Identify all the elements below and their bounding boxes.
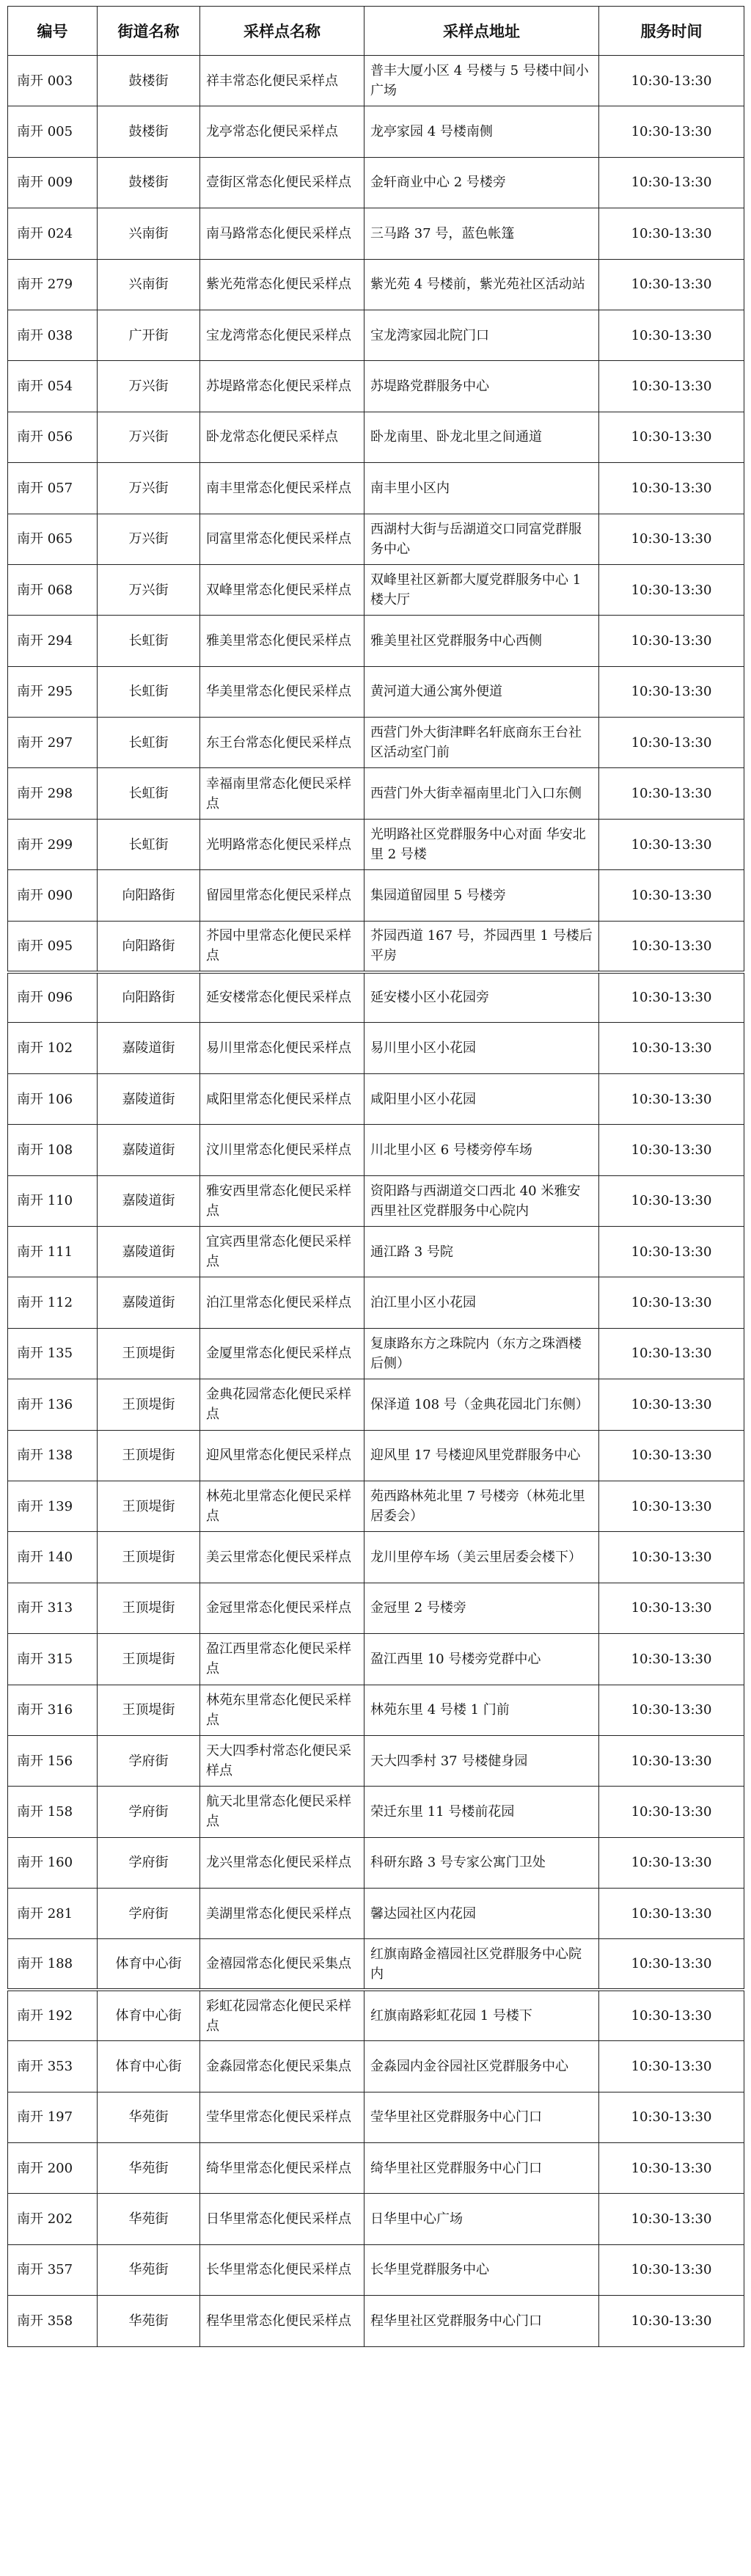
cell-site-name: 林苑北里常态化便民采样点 (200, 1481, 364, 1531)
cell-hours: 10:30-13:30 (599, 361, 744, 412)
cell-address: 日华里中心广场 (364, 2194, 599, 2244)
cell-site-name: 莹华里常态化便民采样点 (200, 2092, 364, 2142)
cell-site-name: 同富里常态化便民采样点 (200, 514, 364, 564)
cell-street: 王顶堤街 (98, 1481, 200, 1531)
cell-address: 资阳路与西湖道交口西北 40 米雅安西里社区党群服务中心院内 (364, 1175, 599, 1226)
cell-street: 嘉陵道街 (98, 1277, 200, 1328)
cell-id: 南开 140 (8, 1532, 98, 1583)
cell-street: 万兴街 (98, 514, 200, 564)
cell-id: 南开 294 (8, 616, 98, 666)
cell-site-name: 宜宾西里常态化便民采样点 (200, 1226, 364, 1277)
cell-id: 南开 108 (8, 1125, 98, 1175)
cell-site-name: 林苑东里常态化便民采样点 (200, 1685, 364, 1735)
cell-address: 宝龙湾家园北院门口 (364, 310, 599, 360)
cell-street: 体育中心街 (98, 2041, 200, 2092)
table-row (8, 1175, 744, 1226)
cell-street: 嘉陵道街 (98, 1073, 200, 1124)
table-row (8, 1583, 744, 1633)
cell-hours: 10:30-13:30 (599, 412, 744, 462)
cell-site-name: 盈江西里常态化便民采样点 (200, 1634, 364, 1685)
cell-hours: 10:30-13:30 (599, 616, 744, 666)
header-hours: 服务时间 (599, 7, 744, 56)
table-row (8, 1379, 744, 1430)
cell-address: 双峰里社区新都大厦党群服务中心 1 楼大厅 (364, 564, 599, 615)
cell-street: 王顶堤街 (98, 1634, 200, 1685)
cell-address: 金冠里 2 号楼旁 (364, 1583, 599, 1633)
cell-hours: 10:30-13:30 (599, 1379, 744, 1430)
cell-id: 南开 313 (8, 1583, 98, 1633)
table-header (8, 7, 744, 56)
cell-hours: 10:30-13:30 (599, 2194, 744, 2244)
cell-hours: 10:30-13:30 (599, 208, 744, 259)
cell-site-name: 祥丰常态化便民采样点 (200, 56, 364, 106)
cell-id: 南开 358 (8, 2296, 98, 2346)
cell-site-name: 光明路常态化便民采样点 (200, 819, 364, 869)
cell-site-name: 双峰里常态化便民采样点 (200, 564, 364, 615)
cell-hours: 10:30-13:30 (599, 2092, 744, 2142)
cell-address: 苏堤路党群服务中心 (364, 361, 599, 412)
cell-street: 王顶堤街 (98, 1685, 200, 1735)
cell-id: 南开 192 (8, 1990, 98, 2040)
table-row (8, 514, 744, 564)
header-id: 编号 (8, 7, 98, 56)
table-row (8, 2194, 744, 2244)
cell-site-name: 迎风里常态化便民采样点 (200, 1430, 364, 1481)
cell-id: 南开 298 (8, 768, 98, 819)
table-row (8, 2244, 744, 2295)
cell-id: 南开 024 (8, 208, 98, 259)
cell-hours: 10:30-13:30 (599, 310, 744, 360)
cell-site-name: 长华里常态化便民采样点 (200, 2244, 364, 2295)
cell-hours: 10:30-13:30 (599, 1685, 744, 1735)
cell-street: 嘉陵道街 (98, 1023, 200, 1073)
cell-street: 王顶堤街 (98, 1583, 200, 1633)
cell-id: 南开 197 (8, 2092, 98, 2142)
table-row (8, 463, 744, 514)
cell-street: 万兴街 (98, 361, 200, 412)
cell-id: 南开 110 (8, 1175, 98, 1226)
cell-site-name: 泊江里常态化便民采样点 (200, 1277, 364, 1328)
cell-hours: 10:30-13:30 (599, 2143, 744, 2194)
cell-hours: 10:30-13:30 (599, 1073, 744, 1124)
cell-hours: 10:30-13:30 (599, 463, 744, 514)
cell-street: 向阳路街 (98, 870, 200, 921)
cell-street: 向阳路街 (98, 972, 200, 1023)
cell-street: 兴南街 (98, 208, 200, 259)
sampling-site-sheet (7, 0, 744, 2347)
cell-site-name: 南马路常态化便民采样点 (200, 208, 364, 259)
cell-site-name: 卧龙常态化便民采样点 (200, 412, 364, 462)
cell-site-name: 紫光苑常态化便民采样点 (200, 259, 364, 310)
cell-hours: 10:30-13:30 (599, 157, 744, 208)
cell-site-name: 美云里常态化便民采样点 (200, 1532, 364, 1583)
cell-street: 向阳路街 (98, 921, 200, 971)
table-row (8, 564, 744, 615)
cell-address: 馨达园社区内花园 (364, 1889, 599, 1939)
cell-hours: 10:30-13:30 (599, 1175, 744, 1226)
cell-id: 南开 111 (8, 1226, 98, 1277)
header-row (8, 7, 744, 56)
cell-address: 西湖村大街与岳湖道交口同富党群服务中心 (364, 514, 599, 564)
cell-hours: 10:30-13:30 (599, 666, 744, 717)
cell-address: 南丰里小区内 (364, 463, 599, 514)
cell-hours: 10:30-13:30 (599, 1023, 744, 1073)
cell-hours: 10:30-13:30 (599, 1328, 744, 1379)
cell-hours: 10:30-13:30 (599, 1939, 744, 1990)
cell-id: 南开 316 (8, 1685, 98, 1735)
cell-street: 鼓楼街 (98, 56, 200, 106)
cell-id: 南开 297 (8, 718, 98, 768)
cell-site-name: 南丰里常态化便民采样点 (200, 463, 364, 514)
cell-id: 南开 202 (8, 2194, 98, 2244)
cell-street: 王顶堤街 (98, 1328, 200, 1379)
cell-address: 绮华里社区党群服务中心门口 (364, 2143, 599, 2194)
cell-street: 长虹街 (98, 768, 200, 819)
cell-street: 嘉陵道街 (98, 1175, 200, 1226)
cell-street: 长虹街 (98, 819, 200, 869)
cell-site-name: 幸福南里常态化便民采样点 (200, 768, 364, 819)
table-row (8, 1073, 744, 1124)
cell-id: 南开 281 (8, 1889, 98, 1939)
cell-hours: 10:30-13:30 (599, 921, 744, 971)
cell-address: 迎风里 17 号楼迎风里党群服务中心 (364, 1430, 599, 1481)
table-row (8, 2092, 744, 2142)
cell-hours: 10:30-13:30 (599, 1583, 744, 1633)
cell-id: 南开 090 (8, 870, 98, 921)
cell-id: 南开 009 (8, 157, 98, 208)
cell-site-name: 金厦里常态化便民采样点 (200, 1328, 364, 1379)
cell-hours: 10:30-13:30 (599, 1430, 744, 1481)
cell-id: 南开 295 (8, 666, 98, 717)
table-row (8, 208, 744, 259)
cell-address: 西营门外大街津畔名轩底商东王台社区活动室门前 (364, 718, 599, 768)
cell-id: 南开 112 (8, 1277, 98, 1328)
cell-street: 万兴街 (98, 564, 200, 615)
table-row (8, 56, 744, 106)
cell-street: 长虹街 (98, 616, 200, 666)
cell-hours: 10:30-13:30 (599, 2296, 744, 2346)
cell-street: 兴南街 (98, 259, 200, 310)
cell-hours: 10:30-13:30 (599, 1837, 744, 1888)
cell-hours: 10:30-13:30 (599, 870, 744, 921)
cell-hours: 10:30-13:30 (599, 1735, 744, 1786)
cell-address: 泊江里小区小花园 (364, 1277, 599, 1328)
cell-id: 南开 102 (8, 1023, 98, 1073)
cell-street: 万兴街 (98, 412, 200, 462)
cell-id: 南开 054 (8, 361, 98, 412)
cell-address: 黄河道大通公寓外便道 (364, 666, 599, 717)
cell-address: 红旗南路金禧园社区党群服务中心院内 (364, 1939, 599, 1990)
table-row (8, 1634, 744, 1685)
table-row (8, 1125, 744, 1175)
cell-hours: 10:30-13:30 (599, 2244, 744, 2295)
cell-hours: 10:30-13:30 (599, 1532, 744, 1583)
table-row (8, 2041, 744, 2092)
cell-street: 王顶堤街 (98, 1379, 200, 1430)
cell-site-name: 雅美里常态化便民采样点 (200, 616, 364, 666)
table-row (8, 616, 744, 666)
cell-address: 光明路社区党群服务中心对面 华安北里 2 号楼 (364, 819, 599, 869)
table-row (8, 1430, 744, 1481)
cell-hours: 10:30-13:30 (599, 2041, 744, 2092)
cell-hours: 10:30-13:30 (599, 1634, 744, 1685)
cell-id: 南开 057 (8, 463, 98, 514)
cell-site-name: 金淼园常态化便民采集点 (200, 2041, 364, 2092)
cell-site-name: 金冠里常态化便民采样点 (200, 1583, 364, 1633)
cell-hours: 10:30-13:30 (599, 972, 744, 1023)
cell-hours: 10:30-13:30 (599, 1889, 744, 1939)
cell-id: 南开 095 (8, 921, 98, 971)
table-row (8, 1532, 744, 1583)
cell-id: 南开 138 (8, 1430, 98, 1481)
cell-id: 南开 299 (8, 819, 98, 869)
cell-hours: 10:30-13:30 (599, 718, 744, 768)
cell-site-name: 汶川里常态化便民采样点 (200, 1125, 364, 1175)
cell-address: 雅美里社区党群服务中心西侧 (364, 616, 599, 666)
cell-address: 卧龙南里、卧龙北里之间通道 (364, 412, 599, 462)
cell-site-name: 程华里常态化便民采样点 (200, 2296, 364, 2346)
cell-street: 华苑街 (98, 2194, 200, 2244)
cell-street: 学府街 (98, 1837, 200, 1888)
cell-id: 南开 038 (8, 310, 98, 360)
cell-hours: 10:30-13:30 (599, 56, 744, 106)
cell-site-name: 壹街区常态化便民采样点 (200, 157, 364, 208)
cell-id: 南开 357 (8, 2244, 98, 2295)
cell-address: 集园道留园里 5 号楼旁 (364, 870, 599, 921)
cell-site-name: 日华里常态化便民采样点 (200, 2194, 364, 2244)
cell-id: 南开 188 (8, 1939, 98, 1990)
cell-id: 南开 135 (8, 1328, 98, 1379)
cell-site-name: 龙兴里常态化便民采样点 (200, 1837, 364, 1888)
table-row (8, 1735, 744, 1786)
cell-id: 南开 068 (8, 564, 98, 615)
cell-address: 天大四季村 37 号楼健身园 (364, 1735, 599, 1786)
cell-hours: 10:30-13:30 (599, 1277, 744, 1328)
cell-address: 保泽道 108 号（金典花园北门东侧） (364, 1379, 599, 1430)
cell-address: 易川里小区小花园 (364, 1023, 599, 1073)
cell-id: 南开 156 (8, 1735, 98, 1786)
cell-id: 南开 056 (8, 412, 98, 462)
table-row (8, 870, 744, 921)
cell-street: 华苑街 (98, 2092, 200, 2142)
cell-address: 通江路 3 号院 (364, 1226, 599, 1277)
cell-site-name: 苏堤路常态化便民采样点 (200, 361, 364, 412)
sampling-site-table (7, 6, 744, 2347)
cell-id: 南开 139 (8, 1481, 98, 1531)
cell-address: 科研东路 3 号专家公寓门卫处 (364, 1837, 599, 1888)
cell-street: 体育中心街 (98, 1990, 200, 2040)
cell-address: 咸阳里小区小花园 (364, 1073, 599, 1124)
cell-site-name: 绮华里常态化便民采样点 (200, 2143, 364, 2194)
cell-site-name: 东王台常态化便民采样点 (200, 718, 364, 768)
cell-street: 华苑街 (98, 2244, 200, 2295)
cell-site-name: 留园里常态化便民采样点 (200, 870, 364, 921)
table-row (8, 1939, 744, 1990)
table-row (8, 768, 744, 819)
cell-site-name: 美湖里常态化便民采样点 (200, 1889, 364, 1939)
cell-id: 南开 200 (8, 2143, 98, 2194)
cell-address: 紫光苑 4 号楼前，紫光苑社区活动站 (364, 259, 599, 310)
table-row (8, 412, 744, 462)
table-row (8, 1277, 744, 1328)
cell-street: 嘉陵道街 (98, 1226, 200, 1277)
cell-address: 川北里小区 6 号楼旁停车场 (364, 1125, 599, 1175)
cell-address: 莹华里社区党群服务中心门口 (364, 2092, 599, 2142)
cell-site-name: 龙亭常态化便民采样点 (200, 106, 364, 157)
table-row (8, 666, 744, 717)
header-site-name: 采样点名称 (200, 7, 364, 56)
cell-street: 鼓楼街 (98, 157, 200, 208)
cell-hours: 10:30-13:30 (599, 768, 744, 819)
cell-street: 万兴街 (98, 463, 200, 514)
cell-site-name: 易川里常态化便民采样点 (200, 1023, 364, 1073)
cell-address: 林苑东里 4 号楼 1 门前 (364, 1685, 599, 1735)
cell-street: 鼓楼街 (98, 106, 200, 157)
cell-address: 金轩商业中心 2 号楼旁 (364, 157, 599, 208)
cell-hours: 10:30-13:30 (599, 259, 744, 310)
cell-street: 学府街 (98, 1889, 200, 1939)
cell-address: 龙川里停车场（美云里居委会楼下） (364, 1532, 599, 1583)
cell-id: 南开 096 (8, 972, 98, 1023)
cell-address: 普丰大厦小区 4 号楼与 5 号楼中间小广场 (364, 56, 599, 106)
cell-street: 长虹街 (98, 718, 200, 768)
table-row (8, 1889, 744, 1939)
cell-address: 龙亭家园 4 号楼南侧 (364, 106, 599, 157)
cell-hours: 10:30-13:30 (599, 1125, 744, 1175)
cell-street: 华苑街 (98, 2296, 200, 2346)
cell-site-name: 宝龙湾常态化便民采样点 (200, 310, 364, 360)
cell-address: 金淼园内金谷园社区党群服务中心 (364, 2041, 599, 2092)
cell-address: 芥园西道 167 号，芥园西里 1 号楼后平房 (364, 921, 599, 971)
cell-hours: 10:30-13:30 (599, 1481, 744, 1531)
cell-site-name: 金典花园常态化便民采样点 (200, 1379, 364, 1430)
cell-street: 王顶堤街 (98, 1430, 200, 1481)
table-row (8, 310, 744, 360)
table-row (8, 972, 744, 1023)
table-row (8, 1226, 744, 1277)
table-row (8, 1787, 744, 1837)
cell-site-name: 天大四季村常态化便民采样点 (200, 1735, 364, 1786)
table-row (8, 1837, 744, 1888)
cell-address: 西营门外大街幸福南里北门入口东侧 (364, 768, 599, 819)
cell-street: 王顶堤街 (98, 1532, 200, 1583)
table-row (8, 1328, 744, 1379)
cell-address: 红旗南路彩虹花园 1 号楼下 (364, 1990, 599, 2040)
cell-id: 南开 003 (8, 56, 98, 106)
table-row (8, 819, 744, 869)
cell-street: 长虹街 (98, 666, 200, 717)
cell-address: 盈江西里 10 号楼旁党群中心 (364, 1634, 599, 1685)
table-row (8, 259, 744, 310)
cell-site-name: 华美里常态化便民采样点 (200, 666, 364, 717)
cell-site-name: 航天北里常态化便民采样点 (200, 1787, 364, 1837)
cell-site-name: 延安楼常态化便民采样点 (200, 972, 364, 1023)
table-body (8, 56, 744, 2347)
table-row (8, 1685, 744, 1735)
cell-id: 南开 279 (8, 259, 98, 310)
cell-id: 南开 315 (8, 1634, 98, 1685)
cell-id: 南开 106 (8, 1073, 98, 1124)
cell-id: 南开 160 (8, 1837, 98, 1888)
header-street: 街道名称 (98, 7, 200, 56)
cell-site-name: 雅安西里常态化便民采样点 (200, 1175, 364, 1226)
cell-hours: 10:30-13:30 (599, 819, 744, 869)
cell-id: 南开 065 (8, 514, 98, 564)
cell-id: 南开 158 (8, 1787, 98, 1837)
cell-street: 嘉陵道街 (98, 1125, 200, 1175)
table-row (8, 106, 744, 157)
cell-site-name: 金禧园常态化便民采集点 (200, 1939, 364, 1990)
cell-address: 苑西路林苑北里 7 号楼旁（林苑北里居委会） (364, 1481, 599, 1531)
cell-address: 延安楼小区小花园旁 (364, 972, 599, 1023)
cell-street: 体育中心街 (98, 1939, 200, 1990)
table-row (8, 2143, 744, 2194)
cell-site-name: 彩虹花园常态化便民采样点 (200, 1990, 364, 2040)
cell-site-name: 芥园中里常态化便民采样点 (200, 921, 364, 971)
table-row (8, 157, 744, 208)
cell-street: 学府街 (98, 1787, 200, 1837)
table-row (8, 921, 744, 971)
cell-address: 三马路 37 号，蓝色帐篷 (364, 208, 599, 259)
cell-hours: 10:30-13:30 (599, 106, 744, 157)
table-row (8, 1990, 744, 2040)
cell-hours: 10:30-13:30 (599, 1226, 744, 1277)
table-row (8, 361, 744, 412)
table-row (8, 1023, 744, 1073)
cell-street: 华苑街 (98, 2143, 200, 2194)
cell-address: 长华里党群服务中心 (364, 2244, 599, 2295)
cell-site-name: 咸阳里常态化便民采样点 (200, 1073, 364, 1124)
table-row (8, 1481, 744, 1531)
cell-hours: 10:30-13:30 (599, 564, 744, 615)
cell-address: 程华里社区党群服务中心门口 (364, 2296, 599, 2346)
cell-street: 学府街 (98, 1735, 200, 1786)
cell-hours: 10:30-13:30 (599, 1787, 744, 1837)
cell-id: 南开 353 (8, 2041, 98, 2092)
header-address: 采样点地址 (364, 7, 599, 56)
cell-street: 广开街 (98, 310, 200, 360)
table-row (8, 718, 744, 768)
cell-address: 荣迁东里 11 号楼前花园 (364, 1787, 599, 1837)
cell-id: 南开 005 (8, 106, 98, 157)
cell-hours: 10:30-13:30 (599, 1990, 744, 2040)
table-row (8, 2296, 744, 2346)
cell-id: 南开 136 (8, 1379, 98, 1430)
cell-hours: 10:30-13:30 (599, 514, 744, 564)
cell-address: 复康路东方之珠院内（东方之珠酒楼后侧） (364, 1328, 599, 1379)
